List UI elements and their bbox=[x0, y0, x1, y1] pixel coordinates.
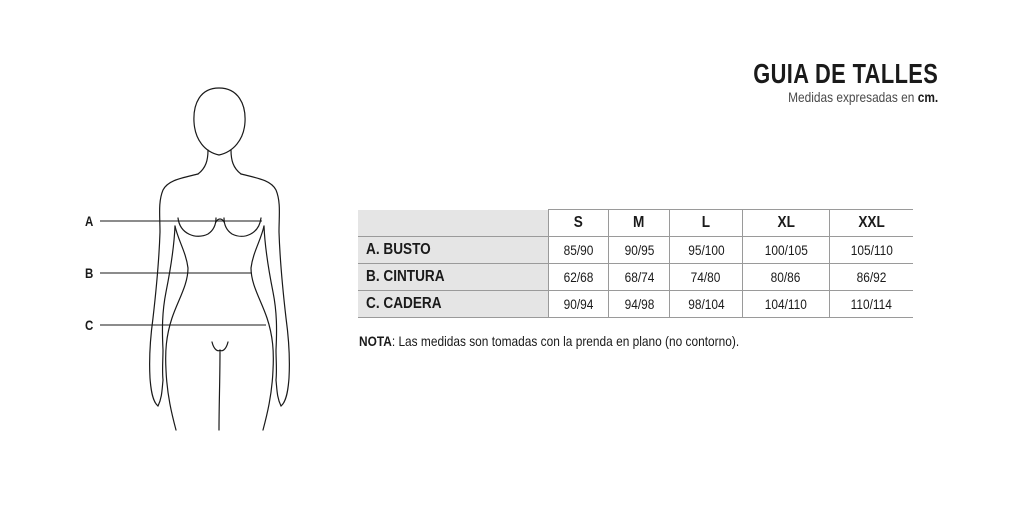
table-cell: 98/104 bbox=[669, 291, 742, 318]
table-cell: 90/94 bbox=[549, 291, 609, 318]
marker-label-a: A bbox=[85, 213, 94, 229]
row-label-cadera: C. CADERA bbox=[358, 291, 549, 318]
marker-label-b: B bbox=[85, 265, 94, 281]
table-cell: 90/95 bbox=[609, 237, 669, 264]
column-header-xl: XL bbox=[743, 210, 829, 237]
size-table-header-row bbox=[358, 210, 913, 237]
note-text: : Las medidas son tomadas con la prenda en plano (no contorno). bbox=[391, 333, 740, 349]
table-corner-cell bbox=[358, 210, 549, 237]
table-cell: 105/110 bbox=[829, 237, 913, 264]
page-subtitle bbox=[736, 88, 938, 106]
marker-label-c: C bbox=[85, 317, 94, 333]
column-header-m: M bbox=[609, 210, 669, 237]
size-table bbox=[358, 209, 913, 318]
page-title: GUIA DE TALLES bbox=[752, 58, 938, 89]
table-cell: 85/90 bbox=[549, 237, 609, 264]
page-header bbox=[701, 58, 938, 106]
table-cell: 68/74 bbox=[609, 264, 669, 291]
note-prefix: NOTA bbox=[359, 333, 392, 349]
table-row bbox=[358, 237, 913, 264]
table-row bbox=[358, 264, 913, 291]
table-cell: 95/100 bbox=[669, 237, 742, 264]
table-cell: 86/92 bbox=[829, 264, 913, 291]
column-header-s: S bbox=[549, 210, 609, 237]
table-cell: 62/68 bbox=[549, 264, 609, 291]
table-cell: 110/114 bbox=[829, 291, 913, 318]
column-header-xxl: XXL bbox=[829, 210, 913, 237]
column-header-l: L bbox=[669, 210, 742, 237]
table-cell: 94/98 bbox=[609, 291, 669, 318]
table-cell: 104/110 bbox=[743, 291, 829, 318]
row-label-busto: A. BUSTO bbox=[358, 237, 549, 264]
subtitle-prefix: Medidas expresadas en bbox=[787, 89, 915, 105]
table-row bbox=[358, 291, 913, 318]
table-cell: 100/105 bbox=[743, 237, 829, 264]
row-label-cintura: B. CINTURA bbox=[358, 264, 549, 291]
table-cell: 74/80 bbox=[669, 264, 742, 291]
subtitle-unit: cm. bbox=[917, 89, 938, 105]
table-cell: 80/86 bbox=[743, 264, 829, 291]
measurement-note bbox=[359, 333, 739, 349]
